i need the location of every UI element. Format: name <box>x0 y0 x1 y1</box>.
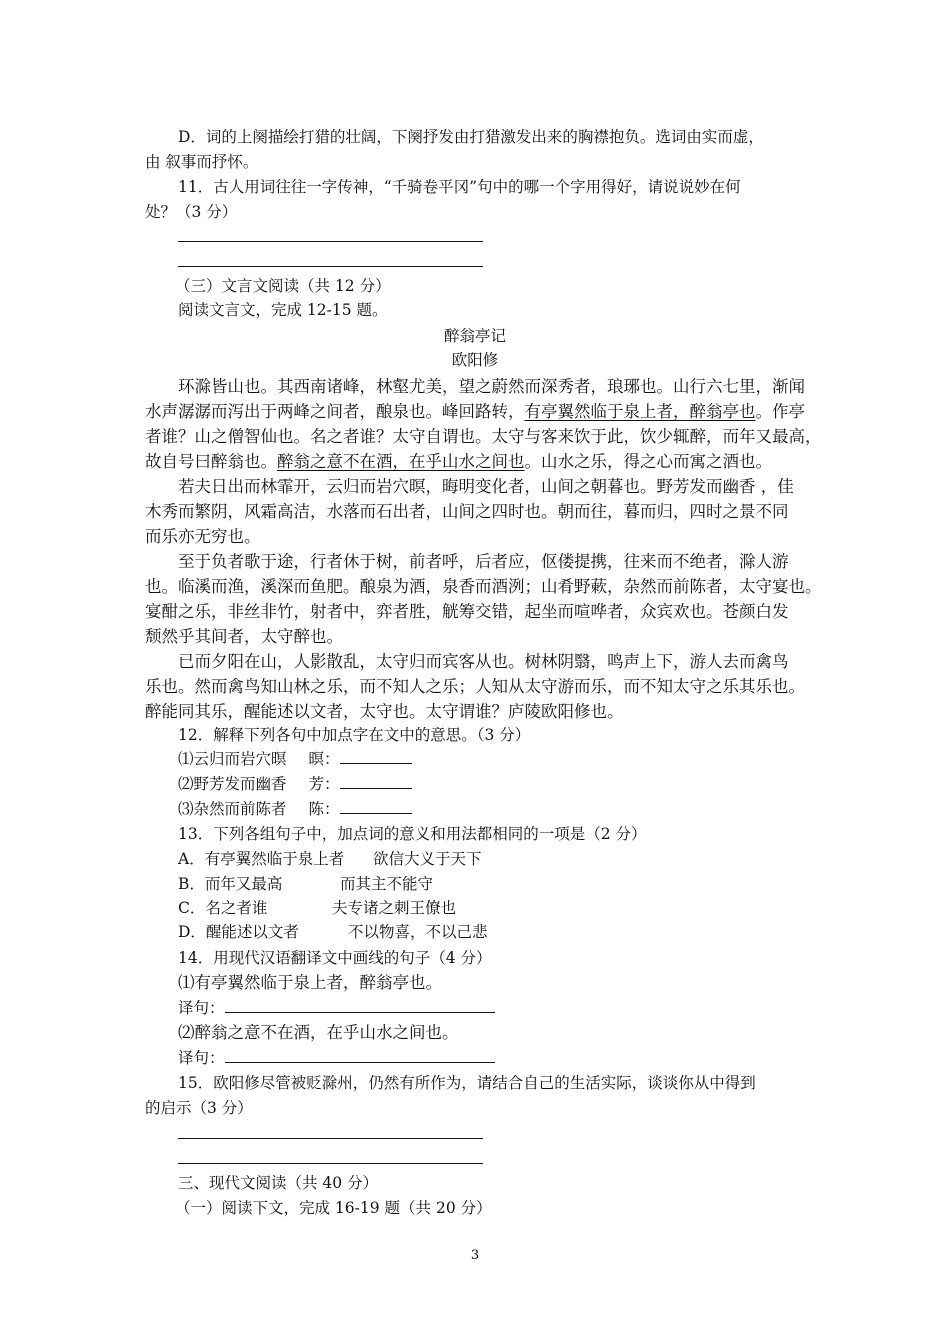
q10-option-d-line2: 由 叙事而抒怀。 <box>145 153 259 171</box>
q13-stem: 13．下列各组句子中，加点词的意义和用法都相同的一项是（2 分） <box>178 825 647 843</box>
passage-p3-line3: 宴酣之乐，非丝非竹，射者中，弈者胜，觥筹交错，起坐而喧哗者，众宾欢也。苍颜白发 <box>145 602 789 621</box>
modern-section-sub: （一）阅读下文，完成 16-19 题（共 20 分） <box>175 1199 492 1217</box>
passage-author: 欧阳修 <box>451 351 499 369</box>
passage-p4-line2: 乐也。然而禽鸟知山林之乐，而不知人之乐；人知从太守游而乐，而不知太守之乐其乐也。 <box>145 677 805 696</box>
section-heading: （三）文言文阅读（共 12 分） <box>175 277 391 295</box>
q14-blank-1[interactable] <box>225 998 495 1013</box>
underlined-sentence-2: 醉翁之意不在酒，在乎山水之间也 <box>277 452 525 471</box>
passage-p2-line3: 而乐亦无穷也。 <box>145 527 261 546</box>
q12-item-1: ⑴云归而岩穴暝 暝： <box>178 749 412 769</box>
passage-p3-line2: 也。临溪而渔，溪深而鱼肥。酿泉为酒，泉香而酒洌；山肴野蔌，杂然而前陈者，太守宴也。 <box>145 577 822 596</box>
q13-option-d[interactable]: D．醒能述以文者 不以物喜，不以己悲 <box>178 923 488 941</box>
q12-item-2: ⑵野芳发而幽香 芳： <box>178 774 412 794</box>
passage-p1-line1: 环滁皆山也。其西南诸峰，林壑尤美，望之蔚然而深秀者，琅琊也。山行六七里，渐闻 <box>178 377 805 396</box>
passage-p4-line1: 已而夕阳在山，人影散乱，太守归而宾客从也。树林阴翳，鸣声上下，游人去而禽鸟 <box>178 652 789 671</box>
q13-option-c[interactable]: C．名之者谁 夫专诸之刺王僚也 <box>178 899 457 917</box>
underlined-sentence-1: 有亭翼然临于泉上者，醉翁亭也 <box>524 402 756 421</box>
passage-title: 醉翁亭记 <box>443 327 506 345</box>
passage-p1-line3: 者谁？山之僧智仙也。名之者谁？太守自谓也。太守与客来饮于此，饮少辄醉，而年又最高， <box>145 427 822 446</box>
q12-blank-1[interactable] <box>340 749 412 764</box>
section-instruction: 阅读文言文，完成 12-15 题。 <box>178 301 388 319</box>
q11-stem-line2: 处？（3 分） <box>145 203 238 221</box>
passage-p2-line1: 若夫日出而林霏开，云归而岩穴暝，晦明变化者，山间之朝暮也。野芳发而幽香 ，佳 <box>178 477 794 496</box>
passage-p3-line4: 颓然乎其间者，太守醉也。 <box>145 627 343 646</box>
passage-p4-line3: 醉能同其乐，醒能述以文者，太守也。太守谓谁？庐陵欧阳修也。 <box>145 702 624 721</box>
q14-answer-1: 译句： <box>178 998 495 1018</box>
q14-answer-2: 译句： <box>178 1048 495 1068</box>
q13-option-b[interactable]: B．而年又最高 而其主不能守 <box>178 875 434 893</box>
q12-stem: 12．解释下列各句中加点字在文中的意思。（3 分） <box>178 726 531 744</box>
passage-p2-line2: 木秀而繁阴，风霜高洁，水落而石出者，山间之四时也。朝而往，暮而归，四时之景不同 <box>145 502 789 521</box>
q12-item-3: ⑶杂然而前陈者 陈： <box>178 799 412 819</box>
q15-stem-line1: 15．欧阳修尽管被贬滁州，仍然有所作为，请结合自己的生活实际，谈谈你从中得到 <box>178 1074 756 1092</box>
passage-p3-line1: 至于负者歌于途，行者休于树，前者呼，后者应，伛偻提携，往来而不绝者，滁人游 <box>178 552 789 571</box>
q10-option-d-line1: D．词的上阕描绘打猎的壮阔，下阕抒发由打猎激发出来的胸襟抱负。选词由实而虚， <box>178 128 764 146</box>
q12-blank-3[interactable] <box>340 799 412 814</box>
q15-answer-line-1[interactable] <box>178 1138 483 1139</box>
q13-option-a[interactable]: A．有亭翼然临于泉上者 欲信大义于天下 <box>178 850 482 868</box>
q14-stem: 14．用现代汉语翻译文中画线的句子（4 分） <box>178 949 492 967</box>
q15-stem-line2: 的启示（3 分） <box>145 1099 253 1117</box>
q14-sentence-2: ⑵醉翁之意不在酒，在乎山水之间也。 <box>178 1023 459 1042</box>
page-number: 3 <box>470 1248 480 1263</box>
modern-section-heading: 三、现代文阅读（共 40 分） <box>178 1174 379 1192</box>
passage-p1-line4: 故自号曰醉翁也。醉翁之意不在酒，在乎山水之间也。山水之乐，得之心而寓之酒也。 <box>145 452 772 471</box>
q11-answer-line-1[interactable] <box>178 241 483 242</box>
q14-blank-2[interactable] <box>225 1048 495 1063</box>
q15-answer-line-2[interactable] <box>178 1163 483 1164</box>
passage-p1-line2: 水声潺潺而泻出于两峰之间者，酿泉也。峰回路转，有亭翼然临于泉上者，醉翁亭也。作亭 <box>145 402 805 421</box>
q14-sentence-1: ⑴有亭翼然临于泉上者，醉翁亭也。 <box>178 973 442 992</box>
q12-blank-2[interactable] <box>340 774 412 789</box>
q11-answer-line-2[interactable] <box>178 266 483 267</box>
q11-stem-line1: 11．古人用词往往一字传神，“千骑卷平冈”句中的哪一个字用得好，请说说妙在何 <box>178 178 741 196</box>
